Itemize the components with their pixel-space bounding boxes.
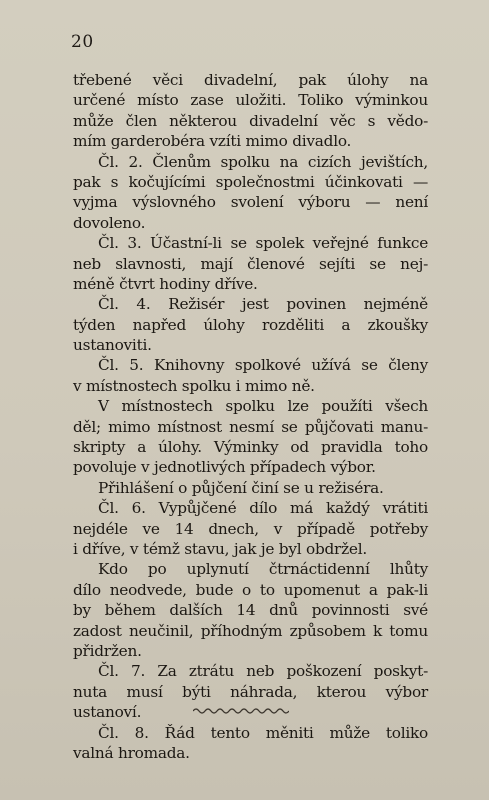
text-line: by během dalších 14 dnů povinnosti své [73,601,428,620]
text-line: Čl. 2. Členům spolku na cizích jevištích, [98,152,428,171]
text-line: Čl. 4. Režisér jest povinen nejméně [98,295,428,314]
page-number: 20 [71,32,94,52]
text-line: Kdo po uplynutí čtrnáctidenní lhůty [98,560,428,579]
text-line: Čl. 8. Řád tento měniti může toliko [98,723,428,742]
text-line: přidržen. [73,641,142,660]
text-line: určené místo zase uložiti. Toliko výminkou [73,91,428,110]
text-line: V místnostech spolku lze použíti všech [98,397,428,416]
body-text [73,70,428,763]
text-line: třebené věci divadelní, pak úlohy na [73,71,428,89]
text-line: pak s kočujícími společnostmi účinkovati — [73,172,428,191]
text-line: může člen některou divadelní věc s vědo- [73,111,428,130]
text-line: povoluje v jednotlivých případech výbor. [73,458,376,477]
text-line: děl; mimo místnost nesmí se půjčovati manu- [73,417,428,436]
text-line: Čl. 5. Knihovny spolkové užívá se členy [98,356,428,375]
wavy-divider-ornament [193,706,289,716]
text-line: Čl. 7. Za ztrátu neb poškození poskyt- [98,662,428,681]
text-line: i dříve, v témž stavu, jak je byl obdržel. [73,539,367,558]
text-line: týden napřed úlohy rozděliti a zkoušky [73,315,428,334]
text-line: v místnostech spolku i mimo ně. [73,376,315,395]
text-line: neb slavnosti, mají členové sejíti se nej- [73,254,428,273]
text-line: nuta musí býti náhrada, kterou výbor [73,682,428,701]
text-line: zadost neučinil, příhodným způsobem k tomu [73,621,428,640]
text-line: dovoleno. [73,213,146,232]
text-line: mím garderobéra vzíti mimo divadlo. [73,132,352,151]
text-line: vyjma výslovného svolení výboru — není [73,193,428,212]
text-line: dílo neodvede, bude o to upomenut a pak-li [73,580,428,599]
text-line: méně čtvrt hodiny dříve. [73,274,258,293]
text-line: valná hromada. [73,743,190,762]
text-line: Čl. 3. Účastní-li se spolek veřejné funkce [98,234,428,253]
text-line: nejdéle ve 14 dnech, v případě potřeby [73,519,428,538]
text-line: ustanoví. [73,703,142,722]
text-line: ustanoviti. [73,336,152,355]
text-line: skripty a úlohy. Výminky od pravidla toho [73,438,428,457]
text-line: Čl. 6. Vypůjčené dílo má každý vrátiti [98,499,428,518]
text-line: Přihlášení o půjčení činí se u režiséra. [98,478,384,497]
